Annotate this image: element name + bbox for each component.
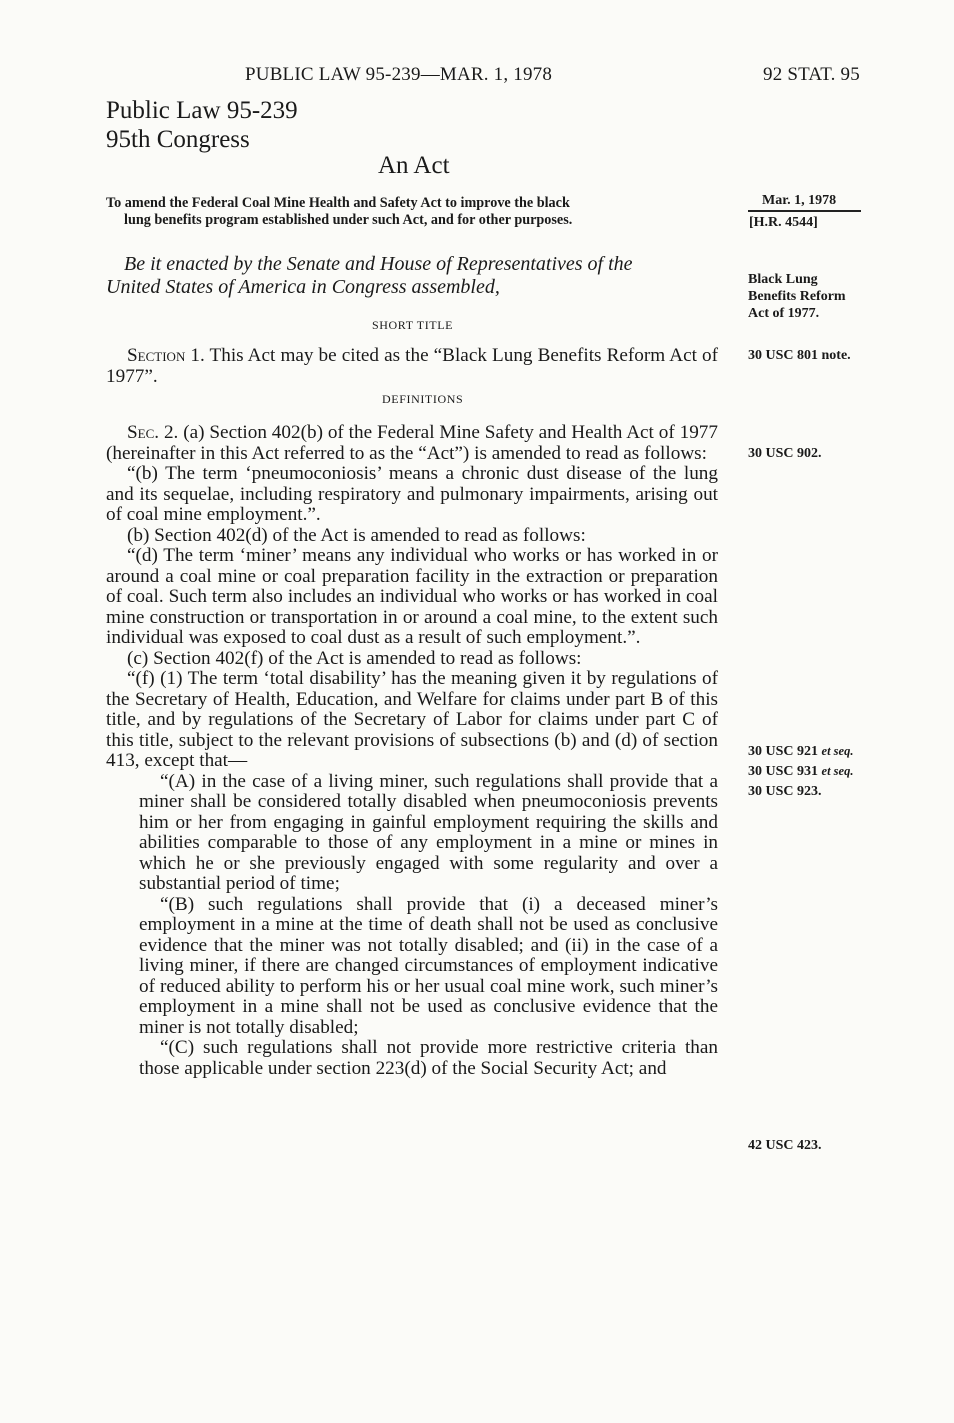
heading-short-title: SHORT TITLE — [372, 318, 454, 332]
margin-usc-931-suffix: et seq. — [821, 764, 854, 778]
section-2-label: Sec. — [127, 422, 160, 443]
margin-short-title-3: Act of 1977. — [748, 306, 820, 321]
purpose-line-1: To amend the Federal Coal Mine Health and Safety Act to improve the black — [106, 195, 570, 211]
page-reference: 92 STAT. 95 — [763, 64, 860, 85]
section-2-a-intro: 2. (a) Section 402(b) of the Federal Mine Safety and Health Act of 1977 (hereinafter in this Act referred to as the “Act”) is amended to read as follows: — [106, 422, 718, 464]
margin-usc-902: 30 USC 902. — [748, 446, 822, 461]
purpose-line-2: lung benefits program established under such Act, and for other purposes. — [124, 212, 573, 228]
margin-short-title-1: Black Lung — [748, 272, 818, 287]
margin-usc-423: 42 USC 423. — [748, 1138, 822, 1153]
margin-usc-931 — [748, 764, 853, 780]
congress: 95th Congress — [106, 126, 250, 153]
margin-usc-801: 30 USC 801 note. — [748, 348, 851, 363]
enacting-line-1: Be it enacted by the Senate and House of Representatives of the — [124, 253, 633, 275]
heading-definitions: DEFINITIONS — [382, 392, 464, 406]
clause-A: “(A) in the case of a living miner, such regulations shall provide that a miner shall be considered totally disabled when pneumoconiosis prevents him or her from engaging in gainful employment requiring the skills and abilities comparable to those of any employment in a mine or mines in which he or she previously engaged with some regularity and over a substantial period of time; — [139, 770, 718, 894]
margin-bill-number: [H.R. 4544] — [749, 215, 818, 230]
section-1-label: Section — [127, 345, 186, 366]
definition-total-disability: “(f) (1) The term ‘total disability’ has the meaning given it by regulations of the Secretary of Health, Education, and Welfare for claims under part B of this title, and by regulations of the Secretary of Labor for claims under part C of this title, subject to the relevant provisions of subsections (b) and (d) of section 413, except that— — [106, 668, 718, 771]
margin-short-title-2: Benefits Reform — [748, 289, 846, 304]
running-title: PUBLIC LAW 95-239—MAR. 1, 1978 — [245, 64, 553, 85]
margin-usc-921-text: 30 USC 921 — [748, 744, 822, 759]
section-1 — [106, 346, 718, 387]
section-2-b-intro: (b) Section 402(d) of the Act is amended to read as follows: — [127, 524, 586, 546]
section-2 — [106, 423, 718, 1079]
definition-pneumoconiosis: “(b) The term ‘pneumoconiosis’ means a chronic dust disease of the lung and its sequelae, including respiratory and pulmonary impairments, arising out of coal mine employment.”. — [106, 463, 718, 525]
clause-C: “(C) such regulations shall not provide more restrictive criteria than those applicable under section 223(d) of the Social Security Act; and — [139, 1037, 718, 1079]
enacting-line-2: United States of America in Congress assembled, — [106, 276, 500, 298]
definition-miner: “(d) The term ‘miner’ means any individual who works or has worked in or around a coal mine or coal preparation facility in the extraction or preparation of coal. Such term also includes an individual who works or has worked in coal mine construction or transportation in or around a coal mine, to the extent such individual was exposed to coal dust as a result of such employment.”. — [106, 545, 718, 648]
section-1-text: 1. This Act may be cited as the “Black Lung Benefits Reform Act of 1977”. — [106, 345, 718, 387]
margin-usc-923: 30 USC 923. — [748, 784, 822, 799]
margin-usc-921-suffix: et seq. — [821, 744, 854, 758]
law-number: Public Law 95-239 — [106, 97, 298, 124]
act-title: An Act — [378, 152, 450, 179]
margin-usc-921 — [748, 744, 853, 760]
margin-date-rule — [748, 210, 861, 212]
section-2-c-intro: (c) Section 402(f) of the Act is amended to read as follows: — [127, 647, 582, 669]
margin-date: Mar. 1, 1978 — [762, 193, 837, 208]
margin-usc-931-text: 30 USC 931 — [748, 764, 822, 779]
clause-B: “(B) such regulations shall provide that (i) a deceased miner’s employment in a mine at the time of death shall not be used as conclusive evidence that the miner was not totally disabled; and (ii) in the case of a living miner, if there are changed circumstances of employment indicative of reduced ability to perform his or her usual coal mine work, such miner’s employment in a mine shall not be used as conclusive evidence that the miner is not totally disabled; — [139, 893, 718, 1038]
